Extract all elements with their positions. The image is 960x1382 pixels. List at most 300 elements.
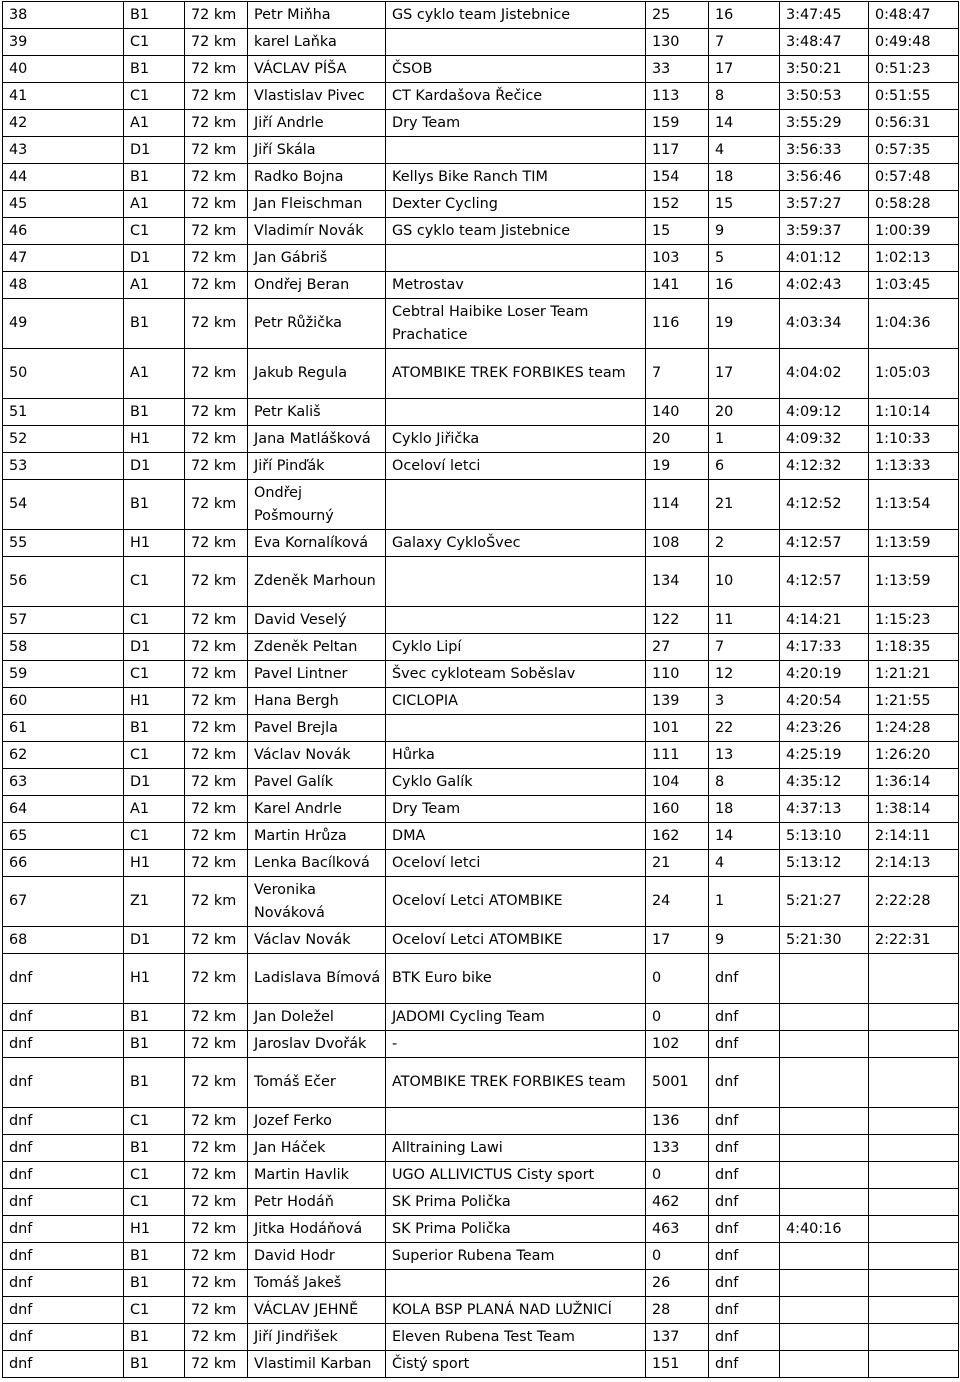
team-cell: Cyklo Galík [386, 769, 646, 796]
start-number-cell: 21 [646, 850, 709, 877]
time-gap-cell: 1:13:54 [869, 480, 959, 530]
result-row [3, 1031, 959, 1058]
category-cell: H1 [124, 688, 185, 715]
result-row [3, 349, 959, 399]
start-number-cell: 0 [646, 1162, 709, 1189]
time-gap-cell: 1:21:21 [869, 661, 959, 688]
time-gap-cell: 1:13:59 [869, 530, 959, 557]
distance-cell: 72 km [185, 688, 248, 715]
rider-name-cell: Petr Hodáň [248, 1189, 386, 1216]
category-rank-cell: 18 [709, 796, 780, 823]
rider-name-cell: Jan Gábriš [248, 245, 386, 272]
rider-name-cell: Jakub Regula [248, 349, 386, 399]
time-gap-cell: 1:03:45 [869, 272, 959, 299]
rider-name-cell: Vlastimil Karban [248, 1351, 386, 1378]
time-gap-cell: 2:22:31 [869, 927, 959, 954]
team-cell: UGO ALLIVICTUS Cisty sport [386, 1162, 646, 1189]
team-cell [386, 715, 646, 742]
distance-cell: 72 km [185, 823, 248, 850]
rank-cell: 61 [3, 715, 124, 742]
category-cell: C1 [124, 1189, 185, 1216]
category-cell: C1 [124, 83, 185, 110]
distance-cell: 72 km [185, 1270, 248, 1297]
time-gap-cell: 1:24:28 [869, 715, 959, 742]
distance-cell: 72 km [185, 399, 248, 426]
distance-cell: 72 km [185, 742, 248, 769]
distance-cell: 72 km [185, 137, 248, 164]
finish-time-cell: 4:25:19 [780, 742, 869, 769]
distance-cell: 72 km [185, 426, 248, 453]
distance-cell: 72 km [185, 954, 248, 1004]
result-row [3, 480, 959, 530]
start-number-cell: 139 [646, 688, 709, 715]
team-cell [386, 1270, 646, 1297]
finish-time-cell: 3:48:47 [780, 29, 869, 56]
result-row [3, 607, 959, 634]
result-row [3, 769, 959, 796]
result-row [3, 218, 959, 245]
rider-name-cell: VÁCLAV PÍŠA [248, 56, 386, 83]
distance-cell: 72 km [185, 1351, 248, 1378]
time-gap-cell: 1:36:14 [869, 769, 959, 796]
time-gap-cell [869, 1135, 959, 1162]
category-cell: Z1 [124, 877, 185, 927]
rank-cell: 64 [3, 796, 124, 823]
time-gap-cell: 1:05:03 [869, 349, 959, 399]
rider-name-cell: Jozef Ferko [248, 1108, 386, 1135]
category-rank-cell: 20 [709, 399, 780, 426]
category-rank-cell: 14 [709, 823, 780, 850]
start-number-cell: 159 [646, 110, 709, 137]
rank-cell: 41 [3, 83, 124, 110]
team-cell: Kellys Bike Ranch TIM [386, 164, 646, 191]
finish-time-cell [780, 1162, 869, 1189]
finish-time-cell: 3:55:29 [780, 110, 869, 137]
results-body [3, 2, 959, 1378]
rank-cell: 62 [3, 742, 124, 769]
distance-cell: 72 km [185, 1058, 248, 1108]
rider-name-cell: Vladimír Novák [248, 218, 386, 245]
rider-name-cell: Jaroslav Dvořák [248, 1031, 386, 1058]
time-gap-cell: 0:56:31 [869, 110, 959, 137]
category-rank-cell: 5 [709, 245, 780, 272]
start-number-cell: 137 [646, 1324, 709, 1351]
category-rank-cell: 14 [709, 110, 780, 137]
rider-name-cell: Martin Hrůza [248, 823, 386, 850]
distance-cell: 72 km [185, 1324, 248, 1351]
team-cell: SK Prima Polička [386, 1216, 646, 1243]
rank-cell: 65 [3, 823, 124, 850]
distance-cell: 72 km [185, 877, 248, 927]
result-row [3, 1135, 959, 1162]
rider-name-cell: Petr Miňha [248, 2, 386, 29]
time-gap-cell [869, 1270, 959, 1297]
start-number-cell: 113 [646, 83, 709, 110]
team-cell: Švec cykloteam Soběslav [386, 661, 646, 688]
finish-time-cell: 4:12:52 [780, 480, 869, 530]
category-cell: D1 [124, 453, 185, 480]
start-number-cell: 162 [646, 823, 709, 850]
result-row [3, 1108, 959, 1135]
distance-cell: 72 km [185, 299, 248, 349]
time-gap-cell: 2:14:11 [869, 823, 959, 850]
finish-time-cell: 4:23:26 [780, 715, 869, 742]
rank-cell: 46 [3, 218, 124, 245]
result-row [3, 245, 959, 272]
finish-time-cell: 4:12:57 [780, 530, 869, 557]
category-cell: B1 [124, 1004, 185, 1031]
category-cell: H1 [124, 1216, 185, 1243]
start-number-cell: 134 [646, 557, 709, 607]
distance-cell: 72 km [185, 2, 248, 29]
start-number-cell: 17 [646, 927, 709, 954]
rider-name-cell: Ondřej Pošmourný [248, 480, 386, 530]
distance-cell: 72 km [185, 191, 248, 218]
team-cell: ATOMBIKE TREK FORBIKES team [386, 1058, 646, 1108]
rider-name-cell: Jiří Pinďák [248, 453, 386, 480]
category-rank-cell: dnf [709, 1216, 780, 1243]
distance-cell: 72 km [185, 218, 248, 245]
start-number-cell: 151 [646, 1351, 709, 1378]
start-number-cell: 110 [646, 661, 709, 688]
result-row [3, 634, 959, 661]
finish-time-cell [780, 954, 869, 1004]
result-row [3, 110, 959, 137]
finish-time-cell: 4:35:12 [780, 769, 869, 796]
rider-name-cell: Martin Havlik [248, 1162, 386, 1189]
result-row [3, 83, 959, 110]
start-number-cell: 0 [646, 1243, 709, 1270]
category-rank-cell: 10 [709, 557, 780, 607]
start-number-cell: 140 [646, 399, 709, 426]
team-cell: SK Prima Polička [386, 1189, 646, 1216]
finish-time-cell: 3:59:37 [780, 218, 869, 245]
team-cell: Superior Rubena Team [386, 1243, 646, 1270]
rank-cell: 59 [3, 661, 124, 688]
time-gap-cell: 0:51:23 [869, 56, 959, 83]
start-number-cell: 116 [646, 299, 709, 349]
distance-cell: 72 km [185, 661, 248, 688]
distance-cell: 72 km [185, 1162, 248, 1189]
team-cell [386, 137, 646, 164]
category-rank-cell: 11 [709, 607, 780, 634]
distance-cell: 72 km [185, 1243, 248, 1270]
time-gap-cell: 1:38:14 [869, 796, 959, 823]
time-gap-cell [869, 1351, 959, 1378]
category-cell: C1 [124, 661, 185, 688]
finish-time-cell [780, 1189, 869, 1216]
rank-cell: 43 [3, 137, 124, 164]
category-rank-cell: 8 [709, 769, 780, 796]
category-rank-cell: 7 [709, 29, 780, 56]
time-gap-cell: 1:18:35 [869, 634, 959, 661]
category-rank-cell: 4 [709, 137, 780, 164]
category-cell: C1 [124, 1162, 185, 1189]
rider-name-cell: Tomáš Jakeš [248, 1270, 386, 1297]
category-cell: D1 [124, 137, 185, 164]
distance-cell: 72 km [185, 453, 248, 480]
rider-name-cell: Václav Novák [248, 927, 386, 954]
team-cell [386, 480, 646, 530]
category-cell: D1 [124, 634, 185, 661]
time-gap-cell: 1:26:20 [869, 742, 959, 769]
rider-name-cell: Pavel Galík [248, 769, 386, 796]
start-number-cell: 26 [646, 1270, 709, 1297]
category-rank-cell: dnf [709, 1031, 780, 1058]
rank-cell: dnf [3, 1108, 124, 1135]
team-cell: - [386, 1031, 646, 1058]
team-cell: Dexter Cycling [386, 191, 646, 218]
category-rank-cell: dnf [709, 1297, 780, 1324]
category-cell: B1 [124, 56, 185, 83]
category-cell: A1 [124, 110, 185, 137]
finish-time-cell [780, 1004, 869, 1031]
result-row [3, 426, 959, 453]
result-row [3, 1058, 959, 1108]
category-rank-cell: 9 [709, 927, 780, 954]
team-cell: JADOMI Cycling Team [386, 1004, 646, 1031]
start-number-cell: 114 [646, 480, 709, 530]
rank-cell: dnf [3, 1135, 124, 1162]
rank-cell: dnf [3, 1189, 124, 1216]
time-gap-cell [869, 1031, 959, 1058]
rank-cell: 66 [3, 850, 124, 877]
category-rank-cell: dnf [709, 1243, 780, 1270]
time-gap-cell [869, 1216, 959, 1243]
rider-name-cell: karel Laňka [248, 29, 386, 56]
category-rank-cell: 7 [709, 634, 780, 661]
category-cell: B1 [124, 715, 185, 742]
rider-name-cell: Jan Háček [248, 1135, 386, 1162]
start-number-cell: 141 [646, 272, 709, 299]
category-cell: D1 [124, 769, 185, 796]
category-rank-cell: 13 [709, 742, 780, 769]
result-row [3, 1297, 959, 1324]
rank-cell: 63 [3, 769, 124, 796]
start-number-cell: 152 [646, 191, 709, 218]
finish-time-cell: 3:56:46 [780, 164, 869, 191]
team-cell: Alltraining Lawi [386, 1135, 646, 1162]
category-cell: B1 [124, 1058, 185, 1108]
rider-name-cell: Jiří Andrle [248, 110, 386, 137]
rank-cell: dnf [3, 1031, 124, 1058]
distance-cell: 72 km [185, 1297, 248, 1324]
rank-cell: dnf [3, 1004, 124, 1031]
finish-time-cell [780, 1270, 869, 1297]
category-rank-cell: 18 [709, 164, 780, 191]
rank-cell: 45 [3, 191, 124, 218]
finish-time-cell [780, 1108, 869, 1135]
team-cell: CICLOPIA [386, 688, 646, 715]
category-cell: C1 [124, 1108, 185, 1135]
rank-cell: 47 [3, 245, 124, 272]
finish-time-cell: 4:20:54 [780, 688, 869, 715]
category-cell: H1 [124, 954, 185, 1004]
time-gap-cell: 1:00:39 [869, 218, 959, 245]
finish-time-cell [780, 1351, 869, 1378]
start-number-cell: 108 [646, 530, 709, 557]
category-cell: B1 [124, 2, 185, 29]
start-number-cell: 117 [646, 137, 709, 164]
rank-cell: 42 [3, 110, 124, 137]
team-cell [386, 399, 646, 426]
rank-cell: 54 [3, 480, 124, 530]
finish-time-cell: 4:02:43 [780, 272, 869, 299]
category-rank-cell: dnf [709, 1058, 780, 1108]
category-rank-cell: 8 [709, 83, 780, 110]
distance-cell: 72 km [185, 1004, 248, 1031]
category-rank-cell: 1 [709, 426, 780, 453]
result-row [3, 29, 959, 56]
rank-cell: 50 [3, 349, 124, 399]
result-row [3, 1189, 959, 1216]
rider-name-cell: Hana Bergh [248, 688, 386, 715]
result-row [3, 661, 959, 688]
result-row [3, 688, 959, 715]
category-cell: H1 [124, 850, 185, 877]
distance-cell: 72 km [185, 927, 248, 954]
distance-cell: 72 km [185, 349, 248, 399]
result-row [3, 877, 959, 927]
team-cell: DMA [386, 823, 646, 850]
finish-time-cell [780, 1324, 869, 1351]
rank-cell: 57 [3, 607, 124, 634]
category-rank-cell: 15 [709, 191, 780, 218]
distance-cell: 72 km [185, 607, 248, 634]
finish-time-cell [780, 1243, 869, 1270]
start-number-cell: 130 [646, 29, 709, 56]
team-cell: Eleven Rubena Test Team [386, 1324, 646, 1351]
result-row [3, 715, 959, 742]
rank-cell: 49 [3, 299, 124, 349]
category-rank-cell: dnf [709, 1189, 780, 1216]
rider-name-cell: Vlastislav Pivec [248, 83, 386, 110]
category-rank-cell: dnf [709, 954, 780, 1004]
distance-cell: 72 km [185, 1189, 248, 1216]
finish-time-cell: 4:20:19 [780, 661, 869, 688]
category-cell: B1 [124, 480, 185, 530]
rider-name-cell: Veronika Nováková [248, 877, 386, 927]
start-number-cell: 101 [646, 715, 709, 742]
time-gap-cell: 1:10:14 [869, 399, 959, 426]
finish-time-cell: 5:13:12 [780, 850, 869, 877]
team-cell [386, 607, 646, 634]
start-number-cell: 154 [646, 164, 709, 191]
finish-time-cell: 4:09:12 [780, 399, 869, 426]
category-rank-cell: 12 [709, 661, 780, 688]
rank-cell: dnf [3, 1216, 124, 1243]
start-number-cell: 5001 [646, 1058, 709, 1108]
rider-name-cell: Petr Růžička [248, 299, 386, 349]
category-cell: C1 [124, 823, 185, 850]
rank-cell: 39 [3, 29, 124, 56]
team-cell: Metrostav [386, 272, 646, 299]
category-rank-cell: 6 [709, 453, 780, 480]
result-row [3, 796, 959, 823]
time-gap-cell: 1:04:36 [869, 299, 959, 349]
rank-cell: dnf [3, 1324, 124, 1351]
category-rank-cell: 21 [709, 480, 780, 530]
start-number-cell: 7 [646, 349, 709, 399]
time-gap-cell: 0:49:48 [869, 29, 959, 56]
rank-cell: 60 [3, 688, 124, 715]
result-row [3, 1162, 959, 1189]
category-cell: A1 [124, 191, 185, 218]
category-rank-cell: dnf [709, 1324, 780, 1351]
category-rank-cell: dnf [709, 1004, 780, 1031]
time-gap-cell: 1:13:59 [869, 557, 959, 607]
team-cell [386, 29, 646, 56]
team-cell: GS cyklo team Jistebnice [386, 218, 646, 245]
rider-name-cell: Václav Novák [248, 742, 386, 769]
distance-cell: 72 km [185, 245, 248, 272]
distance-cell: 72 km [185, 480, 248, 530]
finish-time-cell: 4:37:13 [780, 796, 869, 823]
result-row [3, 1216, 959, 1243]
team-cell: Oceloví letci [386, 850, 646, 877]
category-rank-cell: 16 [709, 2, 780, 29]
category-cell: B1 [124, 1324, 185, 1351]
category-rank-cell: dnf [709, 1108, 780, 1135]
category-rank-cell: 17 [709, 349, 780, 399]
start-number-cell: 103 [646, 245, 709, 272]
distance-cell: 72 km [185, 83, 248, 110]
team-cell: CT Kardašova Řečice [386, 83, 646, 110]
rider-name-cell: Petr Kališ [248, 399, 386, 426]
team-cell: BTK Euro bike [386, 954, 646, 1004]
distance-cell: 72 km [185, 1216, 248, 1243]
rank-cell: dnf [3, 1162, 124, 1189]
distance-cell: 72 km [185, 715, 248, 742]
team-cell: Hůrka [386, 742, 646, 769]
distance-cell: 72 km [185, 29, 248, 56]
rank-cell: dnf [3, 954, 124, 1004]
time-gap-cell: 0:48:47 [869, 2, 959, 29]
rank-cell: 51 [3, 399, 124, 426]
category-rank-cell: 1 [709, 877, 780, 927]
rider-name-cell: Pavel Brejla [248, 715, 386, 742]
category-cell: B1 [124, 299, 185, 349]
time-gap-cell: 1:02:13 [869, 245, 959, 272]
rider-name-cell: Ladislava Bímová [248, 954, 386, 1004]
time-gap-cell [869, 1162, 959, 1189]
team-cell: Oceloví Letci ATOMBIKE [386, 927, 646, 954]
start-number-cell: 102 [646, 1031, 709, 1058]
category-cell: A1 [124, 796, 185, 823]
team-cell: KOLA BSP PLANÁ NAD LUŽNICÍ [386, 1297, 646, 1324]
category-rank-cell: 17 [709, 56, 780, 83]
team-cell [386, 245, 646, 272]
team-cell: Dry Team [386, 796, 646, 823]
time-gap-cell: 2:14:13 [869, 850, 959, 877]
category-cell: A1 [124, 272, 185, 299]
time-gap-cell [869, 1324, 959, 1351]
rider-name-cell: David Veselý [248, 607, 386, 634]
start-number-cell: 19 [646, 453, 709, 480]
finish-time-cell: 3:50:21 [780, 56, 869, 83]
category-cell: B1 [124, 399, 185, 426]
rank-cell: 44 [3, 164, 124, 191]
time-gap-cell: 2:22:28 [869, 877, 959, 927]
distance-cell: 72 km [185, 557, 248, 607]
category-cell: D1 [124, 927, 185, 954]
rider-name-cell: David Hodr [248, 1243, 386, 1270]
team-cell: ČSOB [386, 56, 646, 83]
distance-cell: 72 km [185, 634, 248, 661]
time-gap-cell: 0:58:28 [869, 191, 959, 218]
category-rank-cell: 2 [709, 530, 780, 557]
category-cell: B1 [124, 1351, 185, 1378]
